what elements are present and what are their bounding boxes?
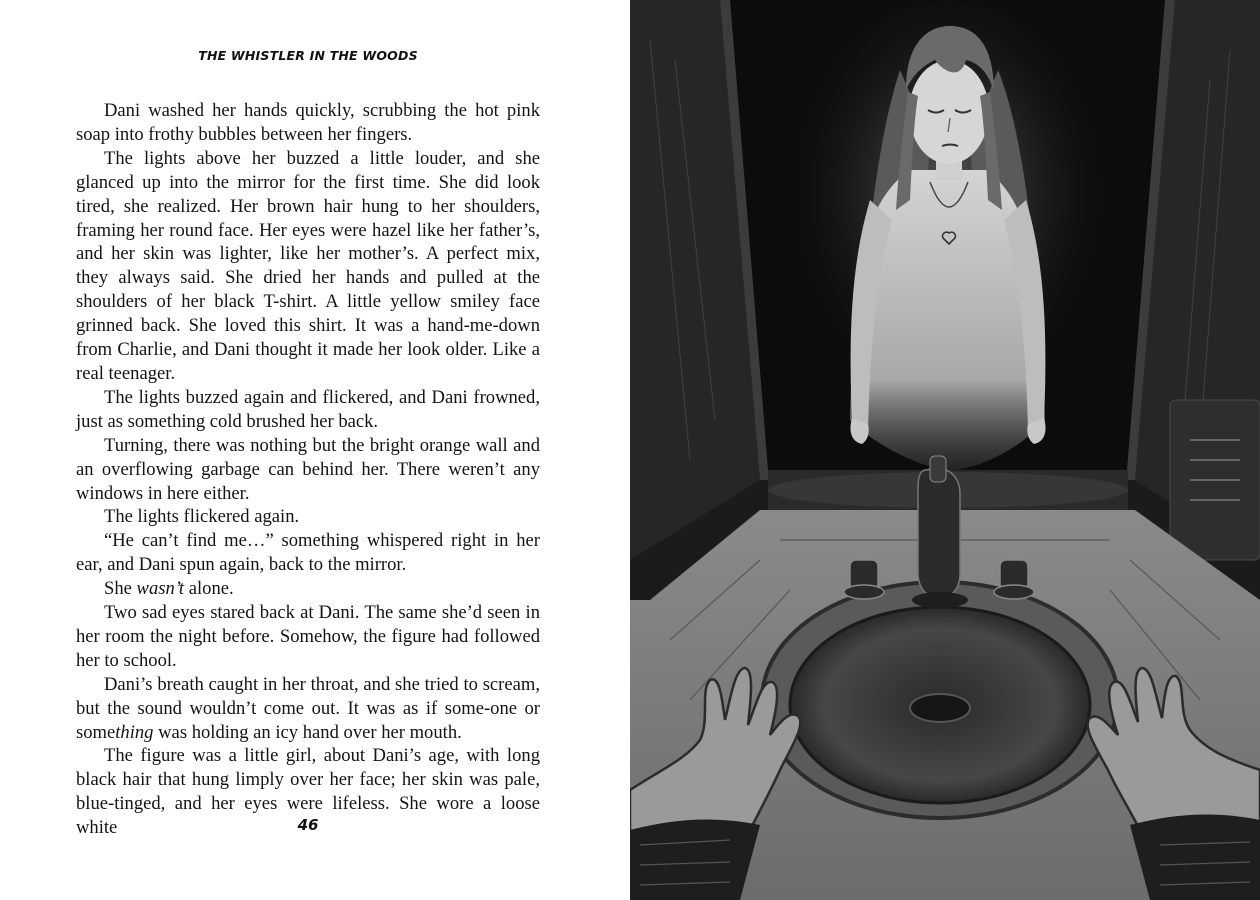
paragraph: Dani washed her hands quickly, scrubbing the hot pink soap into frothy bubbles between her fingers. [76, 100, 540, 145]
paragraph: Turning, there was nothing but the bright orange wall and an overflowing garbage can behind her. There weren’t any windows in here either. [76, 434, 540, 504]
paragraph: The figure was a little girl, about Dani’s age, with long black hair that hung limply over her face; her skin was pale, blue-tinged, and her eyes were lifeless. She wore a loose white [76, 745, 540, 839]
body-text [76, 99, 540, 840]
paragraph: The lights flickered again. [104, 506, 300, 528]
paragraph: Two sad eyes stared back at Dani. The same she’d seen in her room the night before. Somehow, the figure had followed her to school. [76, 602, 540, 671]
emphasis: wasn’t [136, 578, 185, 600]
paragraph: “He can’t find me…” something whispered right in her ear, and Dani spun again, back to the mirror. [76, 530, 540, 576]
paragraph: The lights buzzed again and flickered, and Dani frowned, just as something cold brushed her back. [76, 386, 540, 432]
paragraph: Dani’s breath caught in her throat, and she tried to scream, but the sound wouldn’t come out. It was as if some-one or something was holding an icy hand over her mouth. [76, 673, 540, 743]
paragraph: The lights above her buzzed a little louder, and she glanced up into the mirror for the first time. She did look tired, she realized. Her brown hair hung to her shoulders, framing her round face. Her eyes were hazel like her father’s, and her skin was lighter, like her mother’s. A perfect mix, they always said. She dried her hands and pulled at the shoulders of her black T-shirt. A little yellow smiley face grinned back. She loved this shirt. It was a hand-me-down from Charlie, and Dani thought it made her look older. Like a real teenager. [76, 147, 540, 384]
emphasis: thing [115, 721, 154, 743]
paragraph: She wasn’t alone. [104, 578, 234, 600]
illustration-drawing [630, 0, 1260, 900]
running-head: THE WHISTLER IN THE WOODS [198, 48, 418, 63]
illustration-ghost-in-mirror [630, 0, 1260, 900]
page-number: 46 [297, 816, 319, 834]
